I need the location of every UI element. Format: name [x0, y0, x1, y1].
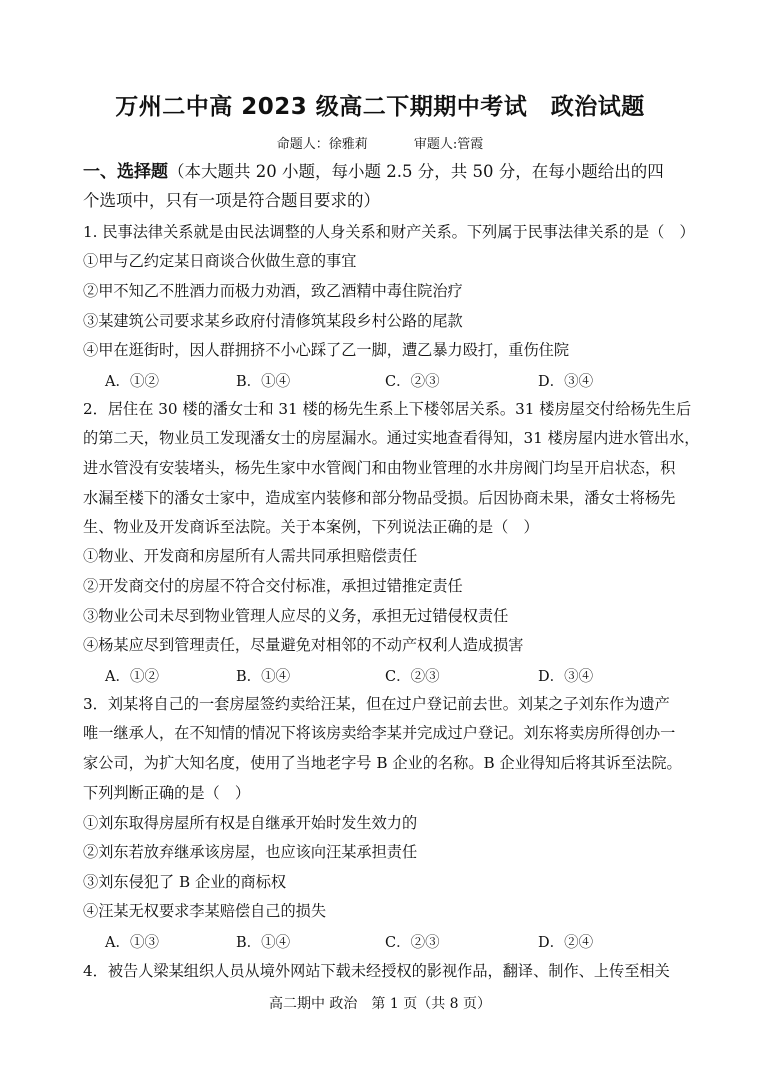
- author-line: [0, 133, 760, 152]
- question-2-line-5: 生、物业及开发商诉至法院。关于本案例，下列说法正确的是（ ）: [83, 518, 539, 536]
- question-2-statement-2: ②开发商交付的房屋不符合交付标准，承担过错推定责任: [83, 577, 463, 595]
- question-3-line-1: 3．刘某将自己的一套房屋签约卖给汪某，但在过户登记前去世。刘某之子刘东作为遗产: [83, 695, 670, 713]
- section-desc-2: 个选项中，只有一项是符合题目要求的）: [83, 191, 380, 210]
- question-1-option-c: C．②③: [385, 374, 440, 390]
- author: 命题人：徐雅莉: [276, 137, 368, 152]
- question-3-statement-2: ②刘东若放弃继承该房屋，也应该向汪某承担责任: [83, 843, 418, 861]
- question-3-statement-3: ③刘东侵犯了 B 企业的商标权: [83, 873, 287, 891]
- question-1-option-b: B．①④: [236, 374, 291, 390]
- question-3-line-3: 家公司，为扩大知名度，使用了当地老字号 B 企业的名称。B 企业得知后将其诉至法院。: [83, 754, 682, 772]
- page-footer: 高二期中 政治 第 1 页（共 8 页）: [268, 996, 492, 1012]
- question-2-line-2: 的第二天，物业员工发现潘女士的房屋漏水。通过实地查看得知，31 楼房屋内进水管出水，: [83, 429, 700, 447]
- question-3-option-d: D．②④: [538, 935, 594, 951]
- question-3-option-b: B．①④: [236, 935, 291, 951]
- question-3-option-c: C．②③: [385, 935, 440, 951]
- question-2-statement-3: ③物业公司未尽到物业管理人应尽的义务，承担无过错侵权责任: [83, 607, 509, 625]
- question-2-line-1: 2．居住在 30 楼的潘女士和 31 楼的杨先生系上下楼邻居关系。31 楼房屋交付给杨先生后: [83, 400, 692, 418]
- question-3-statement-1: ①刘东取得房屋所有权是自继承开始时发生效力的: [83, 814, 418, 832]
- question-1-statement-4: ④甲在逛街时，因人群拥挤不小心踩了乙一脚，遭乙暴力殴打，重伤住院: [83, 341, 569, 359]
- section-desc-1: （本大题共 20 小题，每小题 2.5 分，共 50 分，在每小题给出的四: [168, 162, 664, 181]
- question-2-statement-1: ①物业、开发商和房屋所有人需共同承担赔偿责任: [83, 547, 418, 565]
- reviewer: 审题人:管霞: [413, 137, 484, 152]
- question-1-option-a: A．①②: [105, 374, 159, 390]
- page-title: 万州二中高 2023 级高二下期期中考试 政治试题: [115, 94, 645, 120]
- question-2-line-3: 进水管没有安装堵头，杨先生家中水管阀门和由物业管理的水井房阀门均呈开启状态，积: [83, 459, 676, 477]
- question-3-line-4: 下列判断正确的是（ ）: [83, 784, 251, 802]
- question-2-line-4: 水漏至楼下的潘女士家中，造成室内装修和部分物品受损。后因协商未果，潘女士将杨先: [83, 489, 676, 507]
- question-2-option-d: D．③④: [538, 669, 594, 685]
- question-1-option-d: D．③④: [538, 374, 594, 390]
- question-2-option-c: C．②③: [385, 669, 440, 685]
- section-heading: 一、选择题: [83, 162, 168, 182]
- question-2-option-a: A．①②: [105, 669, 159, 685]
- question-1-statement-3: ③某建筑公司要求某乡政府付清修筑某段乡村公路的尾款: [83, 312, 463, 330]
- section-header: [83, 162, 664, 182]
- question-3-option-a: A．①③: [105, 935, 159, 951]
- question-2-statement-4: ④杨某应尽到管理责任，尽量避免对相邻的不动产权利人造成损害: [83, 636, 524, 654]
- question-1-statement-2: ②甲不知乙不胜酒力而极力劝酒，致乙酒精中毒住院治疗: [83, 282, 463, 300]
- question-4-line-1: 4．被告人梁某组织人员从境外网站下载未经授权的影视作品，翻译、制作、上传至相关: [83, 962, 670, 980]
- question-3-statement-4: ④汪某无权要求李某赔偿自己的损失: [83, 902, 326, 920]
- question-3-line-2: 唯一继承人，在不知情的情况下将该房卖给李某并完成过户登记。刘东将卖房所得创办一: [83, 724, 676, 742]
- question-1-statement-1: ①甲与乙约定某日商谈合伙做生意的事宜: [83, 252, 357, 270]
- question-2-option-b: B．①④: [236, 669, 291, 685]
- question-1-line-1: 1. 民事法律关系就是由民法调整的人身关系和财产关系。下列属于民事法律关系的是（ ）: [83, 223, 695, 241]
